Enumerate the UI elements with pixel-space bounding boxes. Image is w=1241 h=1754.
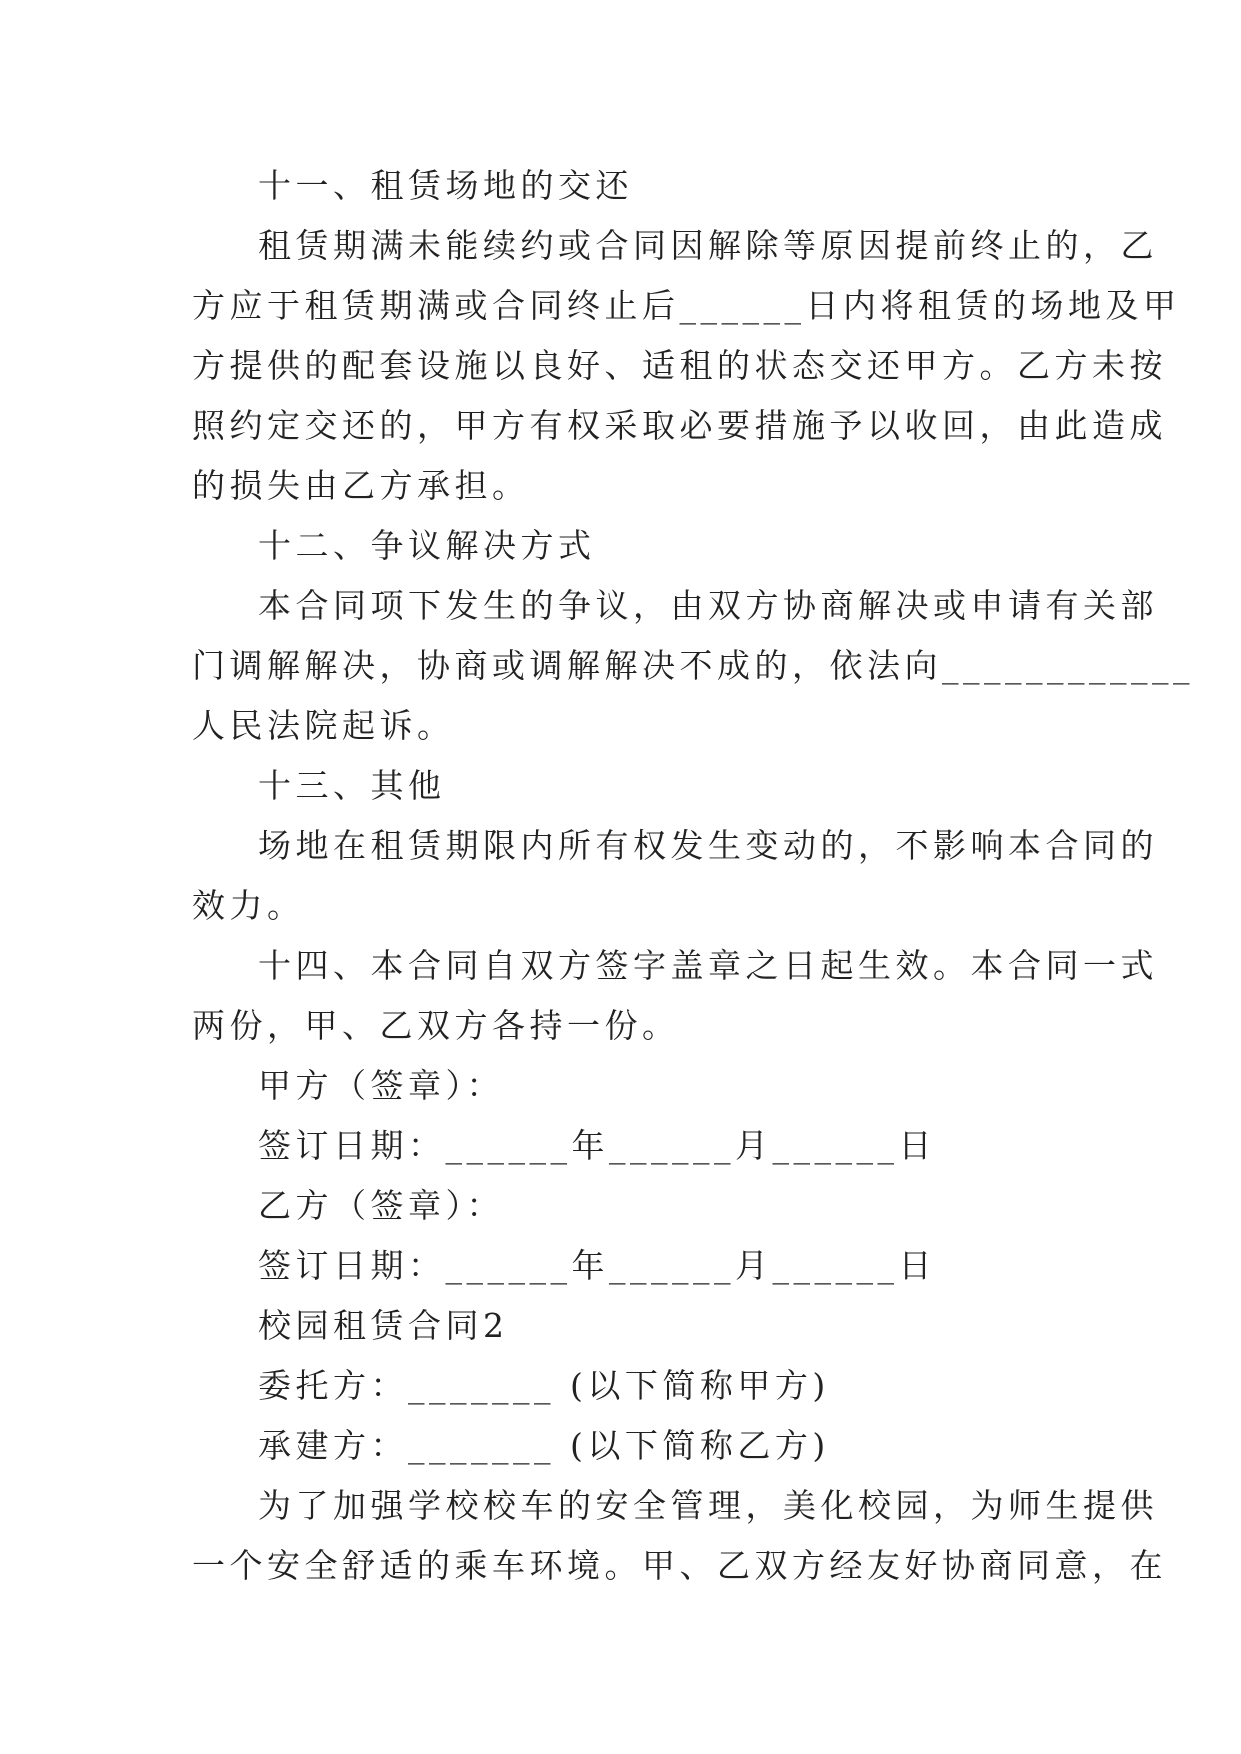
section-heading: 十一、租赁场地的交还 (258, 166, 633, 205)
party-a-signature: 甲方（签章）： (258, 1066, 504, 1105)
paragraph-line: 租赁期满未能续约或合同因解除等原因提前终止的，乙 (258, 226, 1158, 265)
document-page (192, 156, 1194, 1596)
contractor-line: 承建方：_______ (以下简称乙方) (258, 1426, 830, 1465)
paragraph-line: 方提供的配套设施以良好、适租的状态交还甲方。乙方未按 (192, 346, 1167, 385)
signing-date-line: 签订日期：______年______月______日 (258, 1246, 936, 1285)
paragraph-line: 本合同项下发生的争议，由双方协商解决或申请有关部 (258, 586, 1158, 625)
paragraph-line: 为了加强学校校车的安全管理，美化校园，为师生提供 (258, 1486, 1158, 1525)
paragraph-line: 场地在租赁期限内所有权发生变动的，不影响本合同的 (258, 826, 1158, 865)
section-heading: 十三、其他 (258, 766, 446, 805)
paragraph-line: 照约定交还的，甲方有权采取必要措施予以收回，由此造成 (192, 406, 1167, 445)
party-b-signature: 乙方（签章）： (258, 1186, 504, 1225)
paragraph-line: 门调解解决，协商或调解解决不成的，依法向____________ (192, 646, 1194, 685)
paragraph-line: 人民法院起诉。 (192, 706, 455, 745)
client-line: 委托方：_______ (以下简称甲方) (258, 1366, 830, 1405)
paragraph-line: 效力。 (192, 886, 305, 925)
paragraph-line: 两份，甲、乙双方各持一份。 (192, 1006, 680, 1045)
contract-title: 校园租赁合同2 (258, 1306, 509, 1345)
section-heading: 十二、争议解决方式 (258, 526, 596, 565)
paragraph-line: 方应于租赁期满或合同终止后______日内将租赁的场地及甲 (192, 286, 1181, 325)
signing-date-line: 签订日期：______年______月______日 (258, 1126, 936, 1165)
paragraph-line: 的损失由乙方承担。 (192, 466, 530, 505)
paragraph-line: 十四、本合同自双方签字盖章之日起生效。本合同一式 (258, 946, 1158, 985)
paragraph-line: 一个安全舒适的乘车环境。甲、乙双方经友好协商同意，在 (192, 1546, 1167, 1585)
